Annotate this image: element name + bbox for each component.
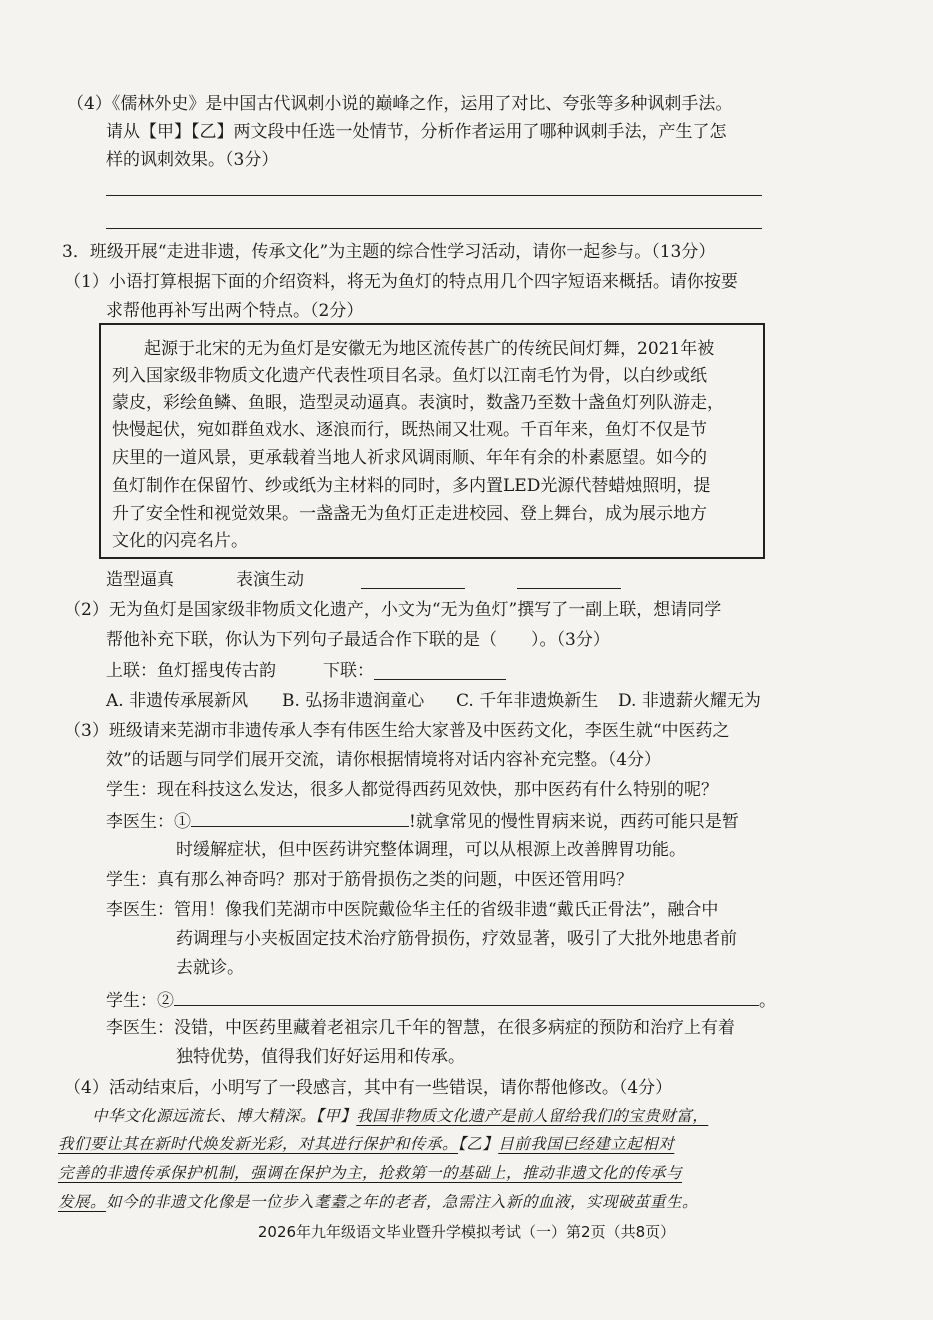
essay-text: 【乙】 [458,1135,499,1153]
q3-3-line1: （3）班级请来芜湖市非遗传承人李有伟医生给大家普及中医药文化，李医生就“中医药之 [64,721,730,741]
student-label-3: 学生：② [106,991,174,1011]
q3-4-line1: （4）活动结束后，小明写了一段感言，其中有一些错误，请你帮他修改。（4分） [64,1078,673,1098]
dialogue-blank-2[interactable] [174,987,759,1006]
dialogue-student-3 [106,987,776,1013]
answer-line-1[interactable] [106,195,762,196]
q2-4-line3: 样的讽刺效果。（3分） [106,150,279,170]
dialogue-student-2: 学生：真有那么神奇吗？那对于筋骨损伤之类的问题，中医还管用吗？ [106,870,633,890]
sentence-jia[interactable]: 我国非物质文化遗产是前人留给我们的宝贵财富， [356,1107,709,1125]
q3-1-line1: （1）小语打算根据下面的介绍资料，将无为鱼灯的特点用几个四字短语来概括。请你按要 [64,272,738,292]
feature-blank-2[interactable] [517,588,621,589]
feature-answer-2: 表演生动 [236,570,304,590]
doctor-text-1: !就拿常见的慢性胃病来说，西药可能只是暂 [409,812,739,832]
dialogue-doctor-3-cont: 独特优势，值得我们好好运用和传承。 [176,1047,465,1067]
q3-3-line2: 效”的话题与同学们展开交流，请你根据情境将对话内容补充完整。（4分） [106,750,662,770]
dialogue-doctor-2-cont: 药调理与小夹板固定技术治疗筋骨损伤，疗效显著，吸引了大批外地患者前 [176,929,737,949]
dialogue-doctor-3: 李医生：没错，中医药里藏着老祖宗几千年的智慧，在很多病症的预防和治疗上有着 [106,1018,735,1038]
answer-line-2[interactable] [106,228,762,229]
dialogue-student-1: 学生：现在科技这么发达，很多人都觉得西药见效快，那中医药有什么特别的呢？ [106,780,718,800]
student-end-3: 。 [759,991,776,1011]
essay-text: 如今的非遗文化像是一位步入耄耋之年的老者，急需注入新的血液，实现破茧重生。 [106,1193,699,1211]
q3-title: 3．班级开展“走进非遗，传承文化”为主题的综合性学习活动，请你一起参与。（13分） [62,242,716,262]
essay-line-2 [58,1132,674,1156]
sentence-yi-cont[interactable]: 完善的非遗传承保护机制，强调在保护为主，抢救第一的基础上，推动非遗文化的传承与 [58,1164,683,1182]
couplet-lower-blank[interactable] [374,679,506,680]
sentence-yi-end[interactable]: 发展。 [58,1193,107,1211]
material-line: 升了安全性和视觉效果。一盏盏无为鱼灯正走进校园、登上舞台，成为展示地方 [112,504,707,524]
option-d[interactable]: D. 非遗薪火耀无为 [618,691,761,711]
feature-blank-1[interactable] [361,588,465,589]
option-b[interactable]: B. 弘扬非遗润童心 [282,691,425,711]
option-c[interactable]: C. 千年非遗焕新生 [456,691,599,711]
dialogue-blank-1[interactable] [191,808,409,827]
q3-2-line1: （2）无为鱼灯是国家级非物质文化遗产，小文为“无为鱼灯”撰写了一副上联，想请同学 [64,600,722,620]
dialogue-doctor-2: 李医生：管用！像我们芜湖市中医院戴俭华主任的省级非遗“戴氏正骨法”，融合中 [106,900,719,920]
dialogue-doctor-2-cont: 去就诊。 [176,958,244,978]
dialogue-doctor-1 [106,808,739,834]
essay-line-4 [58,1190,698,1214]
essay-text: 中华文化源远流长、博大精深。【甲】 [92,1107,357,1125]
couplet-lower-label: 下联： [323,661,374,681]
page-footer: 2026年九年级语文毕业暨升学模拟考试（一）第2页（共8页） [257,1223,676,1241]
dialogue-doctor-1-cont: 时缓解症状，但中医药讲究整体调理，可以从根源上改善脾胃功能。 [176,840,686,860]
material-line: 快慢起伏，宛如群鱼戏水、逐浪而行，既热闹又壮观。千百年来，鱼灯不仅是节 [112,420,707,440]
q3-2-line2: 帮他补充下联，你认为下列句子最适合作下联的是（ ）。（3分） [106,630,610,650]
sentence-yi[interactable]: 目前我国已经建立起相对 [498,1135,675,1153]
essay-line-1 [92,1104,708,1128]
material-line: 起源于北宋的无为鱼灯是安徽无为地区流传甚广的传统民间灯舞，2021年被 [144,339,715,359]
option-a[interactable]: A. 非遗传承展新风 [106,691,249,711]
couplet-upper: 上联：鱼灯摇曳传古韵 [106,661,276,681]
material-line: 蒙皮，彩绘鱼鳞、鱼眼，造型灵动逼真。表演时，数盏乃至数十盏鱼灯列队游走， [112,393,724,413]
feature-answer-1: 造型逼真 [106,570,174,590]
sentence-jia-cont[interactable]: 我们要让其在新时代焕发新光彩，对其进行保护和传承。 [58,1135,459,1153]
material-line: 鱼灯制作在保留竹、纱或纸为主材料的同时，多内置LED光源代替蜡烛照明，提 [112,476,711,496]
q2-4-line2: 请从【甲】【乙】两文段中任选一处情节，分析作者运用了哪种讽刺手法，产生了怎 [106,122,727,142]
material-line: 列入国家级非物质文化遗产代表性项目名录。鱼灯以江南毛竹为骨，以白纱或纸 [112,366,707,386]
q3-1-line2: 求帮他再补写出两个特点。（2分） [106,301,364,321]
essay-line-3 [58,1161,682,1185]
doctor-label-1: 李医生：① [106,812,191,832]
material-line: 文化的闪亮名片。 [112,531,248,551]
material-line: 庆里的一道风景，更承载着当地人祈求风调雨顺、年年有余的朴素愿望。如今的 [112,448,707,468]
q2-4-line1: （4）《儒林外史》是中国古代讽刺小说的巅峰之作，运用了对比、夸张等多种讽刺手法。 [67,94,733,114]
